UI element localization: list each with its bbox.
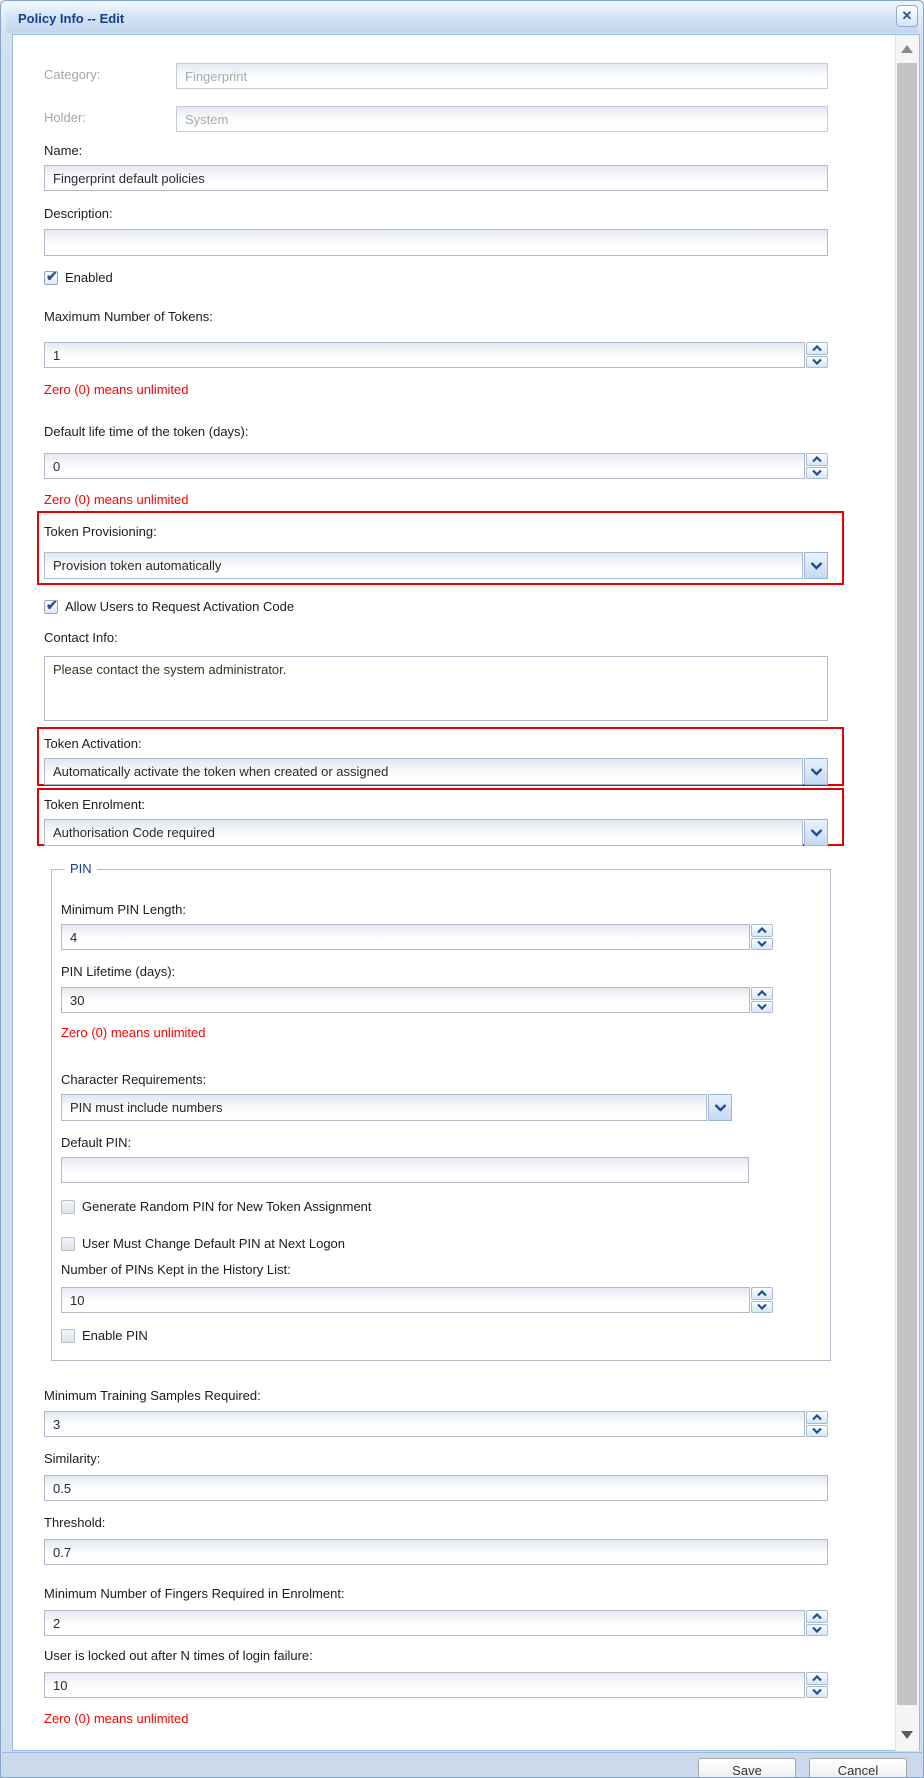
similarity-input[interactable] bbox=[45, 1476, 827, 1500]
enable-pin-checkbox-row bbox=[61, 1327, 148, 1344]
char-requirements-dropdown-button[interactable] bbox=[708, 1094, 732, 1121]
pin-lifetime-spinner-down-button[interactable] bbox=[751, 1001, 773, 1014]
pin-lifetime-spinner-up-button[interactable] bbox=[751, 987, 773, 1000]
pin-lifetime-input[interactable] bbox=[62, 988, 749, 1012]
token-provisioning-label: Token Provisioning: bbox=[44, 524, 157, 539]
chevron-up-icon bbox=[812, 345, 822, 352]
default-lifetime-input[interactable] bbox=[45, 454, 804, 478]
scrollbar-thumb[interactable] bbox=[897, 63, 917, 1705]
enabled-checkbox[interactable] bbox=[44, 267, 58, 285]
enabled-checkbox-row bbox=[44, 269, 113, 286]
name-label: Name: bbox=[44, 143, 83, 158]
must-change-pin-checkbox-row bbox=[61, 1235, 345, 1252]
default-lifetime-spinner-up-button[interactable] bbox=[806, 453, 828, 466]
enable-pin-checkbox-label: Enable PIN bbox=[82, 1328, 148, 1343]
char-requirements-combo[interactable] bbox=[61, 1094, 732, 1121]
default-lifetime-label: Default life time of the token (days): bbox=[44, 424, 249, 439]
min-training-field bbox=[44, 1411, 828, 1437]
min-training-input[interactable] bbox=[45, 1412, 804, 1436]
default-lifetime-field bbox=[44, 453, 828, 479]
min-fingers-label: Minimum Number of Fingers Required in Enrolment: bbox=[44, 1586, 345, 1601]
allow-activation-checkbox-label: Allow Users to Request Activation Code bbox=[65, 599, 295, 614]
min-pin-length-input[interactable] bbox=[62, 925, 749, 949]
token-provisioning-value[interactable] bbox=[45, 553, 802, 578]
generate-random-pin-checkbox[interactable] bbox=[61, 1200, 75, 1214]
category-input bbox=[177, 64, 827, 88]
default-pin-field[interactable] bbox=[61, 1157, 749, 1183]
chevron-down-icon bbox=[714, 1103, 727, 1112]
pin-fieldset-legend: PIN bbox=[65, 861, 97, 876]
chevron-down-icon bbox=[810, 561, 823, 570]
token-enrolment-value[interactable] bbox=[45, 820, 802, 845]
max-tokens-spinner-down-button[interactable] bbox=[806, 356, 828, 369]
lockout-hint: Zero (0) means unlimited bbox=[44, 1711, 189, 1726]
token-enrolment-dropdown-button[interactable] bbox=[804, 819, 828, 846]
max-tokens-input[interactable] bbox=[45, 343, 804, 367]
chevron-down-icon bbox=[757, 1003, 767, 1010]
default-pin-input[interactable] bbox=[62, 1158, 748, 1182]
category-field bbox=[176, 63, 828, 89]
chevron-down-icon bbox=[812, 1626, 822, 1633]
pin-lifetime-hint: Zero (0) means unlimited bbox=[61, 1025, 206, 1040]
min-training-spinner-up-button[interactable] bbox=[806, 1411, 828, 1424]
chevron-down-icon bbox=[810, 828, 823, 837]
name-field[interactable] bbox=[44, 165, 828, 191]
chevron-down-icon bbox=[810, 767, 823, 776]
threshold-field[interactable] bbox=[44, 1539, 828, 1565]
allow-activation-checkbox-row bbox=[44, 598, 294, 615]
scrollbar-down-button[interactable] bbox=[895, 1723, 919, 1747]
chevron-up-icon bbox=[812, 1414, 822, 1421]
chevron-up-icon bbox=[812, 1613, 822, 1620]
min-fingers-input[interactable] bbox=[45, 1611, 804, 1635]
min-fingers-spinner-up-button[interactable] bbox=[806, 1610, 828, 1623]
max-tokens-label: Maximum Number of Tokens: bbox=[44, 309, 213, 324]
token-activation-value[interactable] bbox=[45, 759, 802, 784]
min-fingers-field bbox=[44, 1610, 828, 1636]
holder-field bbox=[176, 106, 828, 132]
chevron-up-icon bbox=[757, 990, 767, 997]
chevron-up-icon bbox=[757, 1290, 767, 1297]
name-input[interactable] bbox=[45, 166, 827, 190]
threshold-label: Threshold: bbox=[44, 1515, 106, 1530]
default-lifetime-hint: Zero (0) means unlimited bbox=[44, 492, 189, 507]
save-button[interactable]: Save bbox=[698, 1758, 796, 1778]
pin-history-spinner-down-button[interactable] bbox=[751, 1301, 773, 1314]
default-lifetime-spinner-down-button[interactable] bbox=[806, 467, 828, 480]
window-title: Policy Info -- Edit bbox=[18, 11, 125, 26]
chevron-down-icon bbox=[757, 940, 767, 947]
chevron-down-icon bbox=[757, 1303, 767, 1310]
chevron-down-icon bbox=[812, 1688, 822, 1695]
pin-lifetime-label: PIN Lifetime (days): bbox=[61, 964, 176, 979]
lockout-field bbox=[44, 1672, 828, 1698]
contact-info-textarea[interactable] bbox=[44, 656, 828, 721]
check-icon: ✔ bbox=[46, 596, 58, 613]
check-icon: ✔ bbox=[46, 267, 58, 284]
min-fingers-spinner-down-button[interactable] bbox=[806, 1624, 828, 1637]
description-input[interactable] bbox=[45, 230, 827, 255]
token-enrolment-label: Token Enrolment: bbox=[44, 797, 146, 812]
similarity-field[interactable] bbox=[44, 1475, 828, 1501]
max-tokens-field bbox=[44, 342, 828, 368]
max-tokens-hint: Zero (0) means unlimited bbox=[44, 382, 189, 397]
max-tokens-spinner-up-button[interactable] bbox=[806, 342, 828, 355]
lockout-spinner-up-button[interactable] bbox=[806, 1672, 828, 1685]
token-enrolment-combo[interactable] bbox=[44, 819, 828, 846]
token-activation-combo[interactable] bbox=[44, 758, 828, 785]
description-label: Description: bbox=[44, 206, 113, 221]
triangle-up-icon bbox=[901, 45, 913, 53]
min-pin-length-spinner-down-button[interactable] bbox=[751, 938, 773, 951]
must-change-pin-checkbox-label: User Must Change Default PIN at Next Logon bbox=[82, 1236, 346, 1251]
token-provisioning-dropdown-button[interactable] bbox=[804, 552, 828, 579]
generate-random-pin-checkbox-label: Generate Random PIN for New Token Assignment bbox=[82, 1199, 372, 1214]
enabled-checkbox-label: Enabled bbox=[65, 270, 113, 285]
scrollbar-up-button[interactable] bbox=[895, 37, 919, 61]
pin-history-input[interactable] bbox=[62, 1288, 749, 1312]
token-activation-label: Token Activation: bbox=[44, 736, 142, 751]
chevron-down-icon bbox=[812, 1427, 822, 1434]
token-provisioning-combo[interactable] bbox=[44, 552, 828, 579]
cancel-button[interactable]: Cancel bbox=[809, 1758, 907, 1778]
similarity-label: Similarity: bbox=[44, 1451, 101, 1466]
threshold-input[interactable] bbox=[45, 1540, 827, 1564]
must-change-pin-checkbox[interactable] bbox=[61, 1237, 75, 1251]
char-requirements-value[interactable] bbox=[62, 1095, 706, 1120]
pin-lifetime-field bbox=[61, 987, 773, 1013]
enable-pin-checkbox[interactable] bbox=[61, 1329, 75, 1343]
pin-history-label: Number of PINs Kept in the History List: bbox=[61, 1262, 291, 1277]
chevron-down-icon bbox=[812, 469, 822, 476]
min-training-spinner-down-button[interactable] bbox=[806, 1425, 828, 1438]
chevron-up-icon bbox=[812, 1675, 822, 1682]
holder-input bbox=[177, 107, 827, 131]
description-field[interactable] bbox=[44, 229, 828, 256]
close-button[interactable] bbox=[896, 5, 918, 27]
pin-history-spinner-up-button[interactable] bbox=[751, 1287, 773, 1300]
pin-history-field bbox=[61, 1287, 773, 1313]
close-icon: ✕ bbox=[901, 8, 913, 23]
generate-random-pin-checkbox-row bbox=[61, 1198, 372, 1215]
min-pin-length-field bbox=[61, 924, 773, 950]
lockout-input[interactable] bbox=[45, 1673, 804, 1697]
lockout-spinner-down-button[interactable] bbox=[806, 1686, 828, 1699]
chevron-up-icon bbox=[812, 456, 822, 463]
default-pin-label: Default PIN: bbox=[61, 1135, 132, 1150]
min-training-label: Minimum Training Samples Required: bbox=[44, 1388, 261, 1403]
category-label: Category: bbox=[44, 67, 101, 82]
contact-info-label: Contact Info: bbox=[44, 630, 118, 645]
chevron-up-icon bbox=[757, 927, 767, 934]
token-activation-dropdown-button[interactable] bbox=[804, 758, 828, 785]
holder-label: Holder: bbox=[44, 110, 86, 125]
window-titlebar[interactable] bbox=[6, 5, 918, 33]
chevron-down-icon bbox=[812, 358, 822, 365]
min-pin-length-spinner-up-button[interactable] bbox=[751, 924, 773, 937]
lockout-label: User is locked out after N times of login failure: bbox=[44, 1648, 313, 1663]
allow-activation-checkbox[interactable] bbox=[44, 596, 58, 614]
min-pin-length-label: Minimum PIN Length: bbox=[61, 902, 186, 917]
char-requirements-label: Character Requirements: bbox=[61, 1072, 207, 1087]
triangle-down-icon bbox=[901, 1731, 913, 1739]
